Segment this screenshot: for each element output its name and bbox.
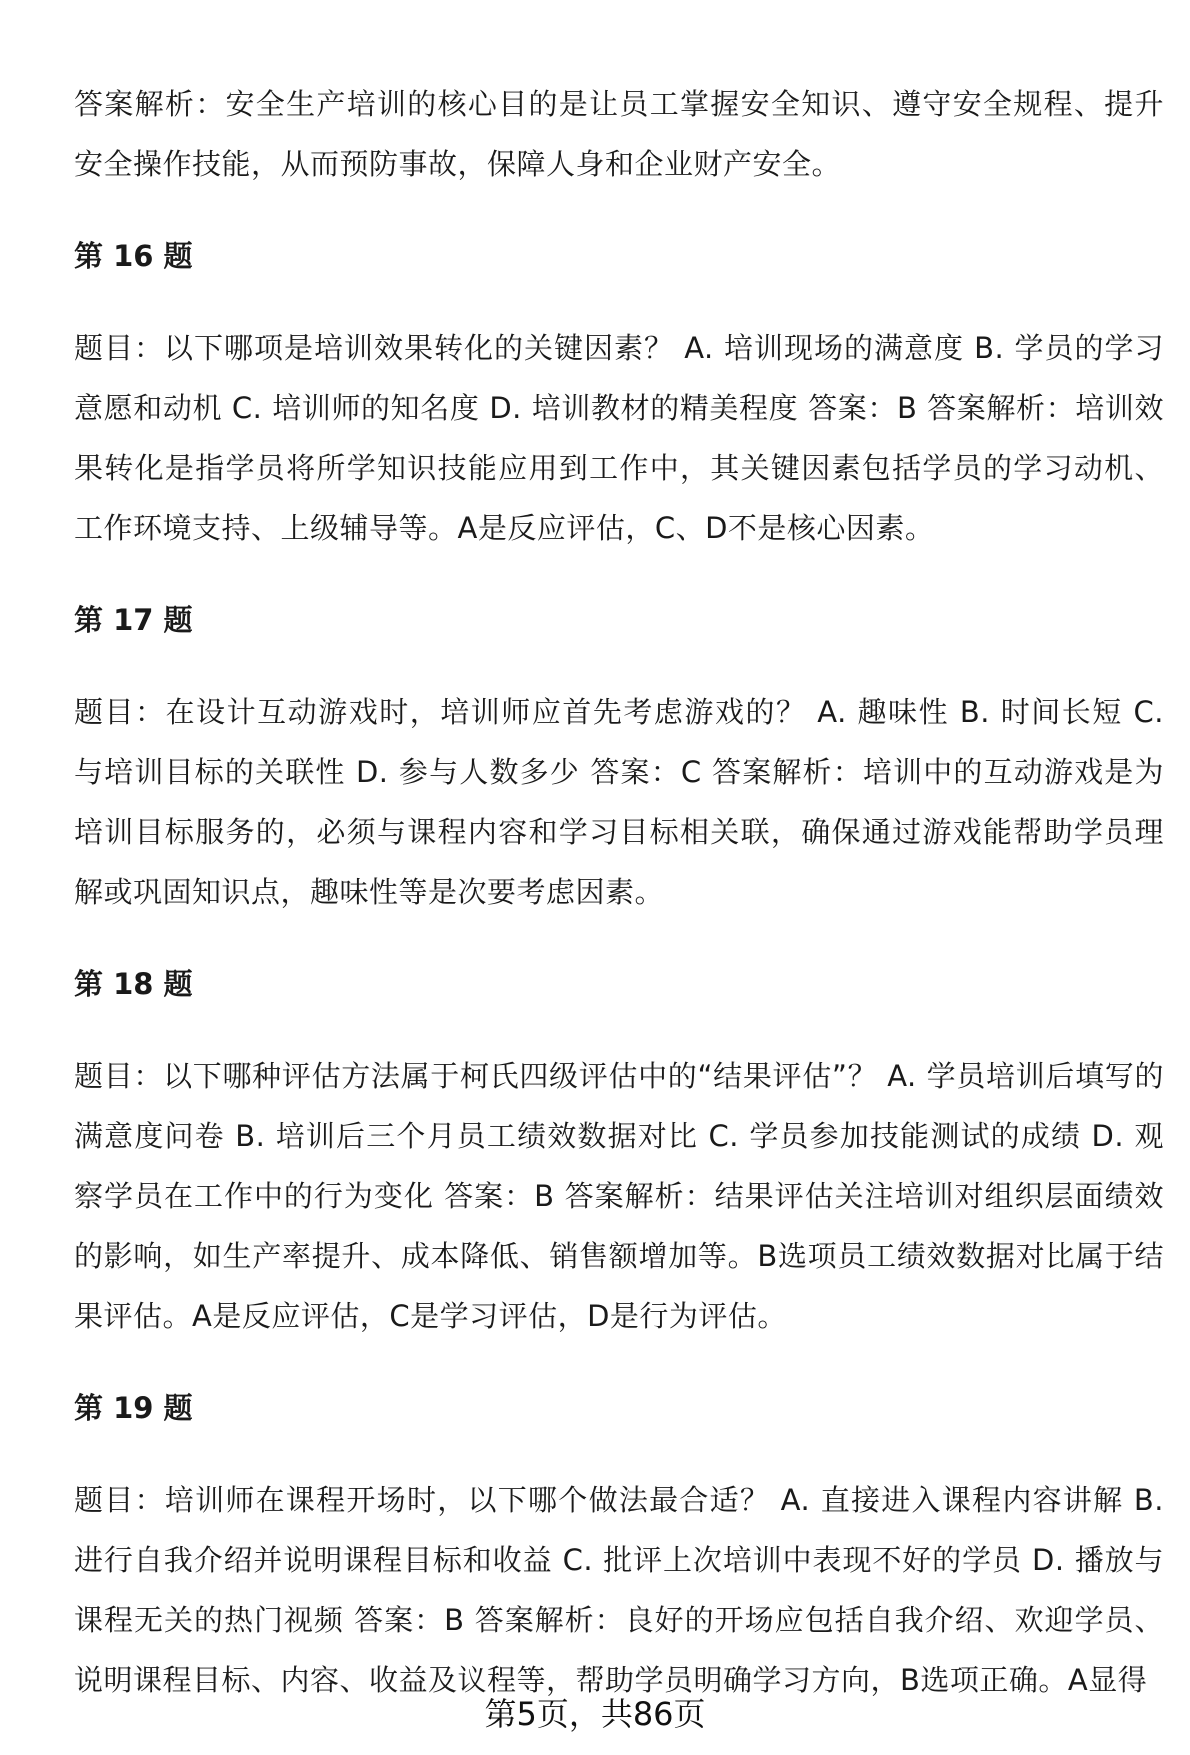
question-heading-16: 第 16 题 bbox=[74, 239, 193, 273]
question-body-19: 题目：培训师在课程开场时，以下哪个做法最合适？ A. 直接进入课程内容讲解 B. 进行自我介绍并说明课程目标和收益 C. 批评上次培训中表现不好的学员 D. 播放与课程无关的热门视频 答案：B 答案解析：良好的开场应包括自我介绍、欢迎学员、说明课程目标、内容、收益及议程等，帮助学员明确学习方向，B选项正确。A显得 bbox=[74, 1483, 1165, 1697]
question-heading-18: 第 18 题 bbox=[74, 967, 193, 1001]
question-body-16: 题目：以下哪项是培训效果转化的关键因素？ A. 培训现场的满意度 B. 学员的学习意愿和动机 C. 培训师的知名度 D. 培训教材的精美程度 答案：B 答案解析：培训效果转化是指学员将所学知识技能应用到工作中，其关键因素包括学员的学习动机、工作环境支持、上级辅导等。A是反应评估，C、D不是核心因素。 bbox=[74, 331, 1164, 545]
question-heading-17: 第 17 题 bbox=[74, 603, 193, 637]
question-body-17: 题目：在设计互动游戏时，培训师应首先考虑游戏的？ A. 趣味性 B. 时间长短 C. 与培训目标的关联性 D. 参与人数多少 答案：C 答案解析：培训中的互动游戏是为培训目标服务的，必须与课程内容和学习目标相关联，确保通过游戏能帮助学员理解或巩固知识点，趣味性等是次要考虑因素。 bbox=[74, 695, 1164, 909]
page-number-footer: 第5页，共86页 bbox=[484, 1695, 706, 1733]
answer-explanation-15: 答案解析：安全生产培训的核心目的是让员工掌握安全知识、遵守安全规程、提升安全操作技能，从而预防事故，保障人身和企业财产安全。 bbox=[74, 87, 1164, 181]
question-heading-19: 第 19 题 bbox=[74, 1391, 193, 1425]
document-body bbox=[74, 74, 1164, 1710]
question-body-18: 题目：以下哪种评估方法属于柯氏四级评估中的“结果评估”？ A. 学员培训后填写的满意度问卷 B. 培训后三个月员工绩效数据对比 C. 学员参加技能测试的成绩 D. 观察学员在工作中的行为变化 答案：B 答案解析：结果评估关注培训对组织层面绩效的影响，如生产率提升、成本降低、销售额增加等。B选项员工绩效数据对比属于结果评估。A是反应评估，C是学习评估，D是行为评估。 bbox=[74, 1059, 1164, 1333]
